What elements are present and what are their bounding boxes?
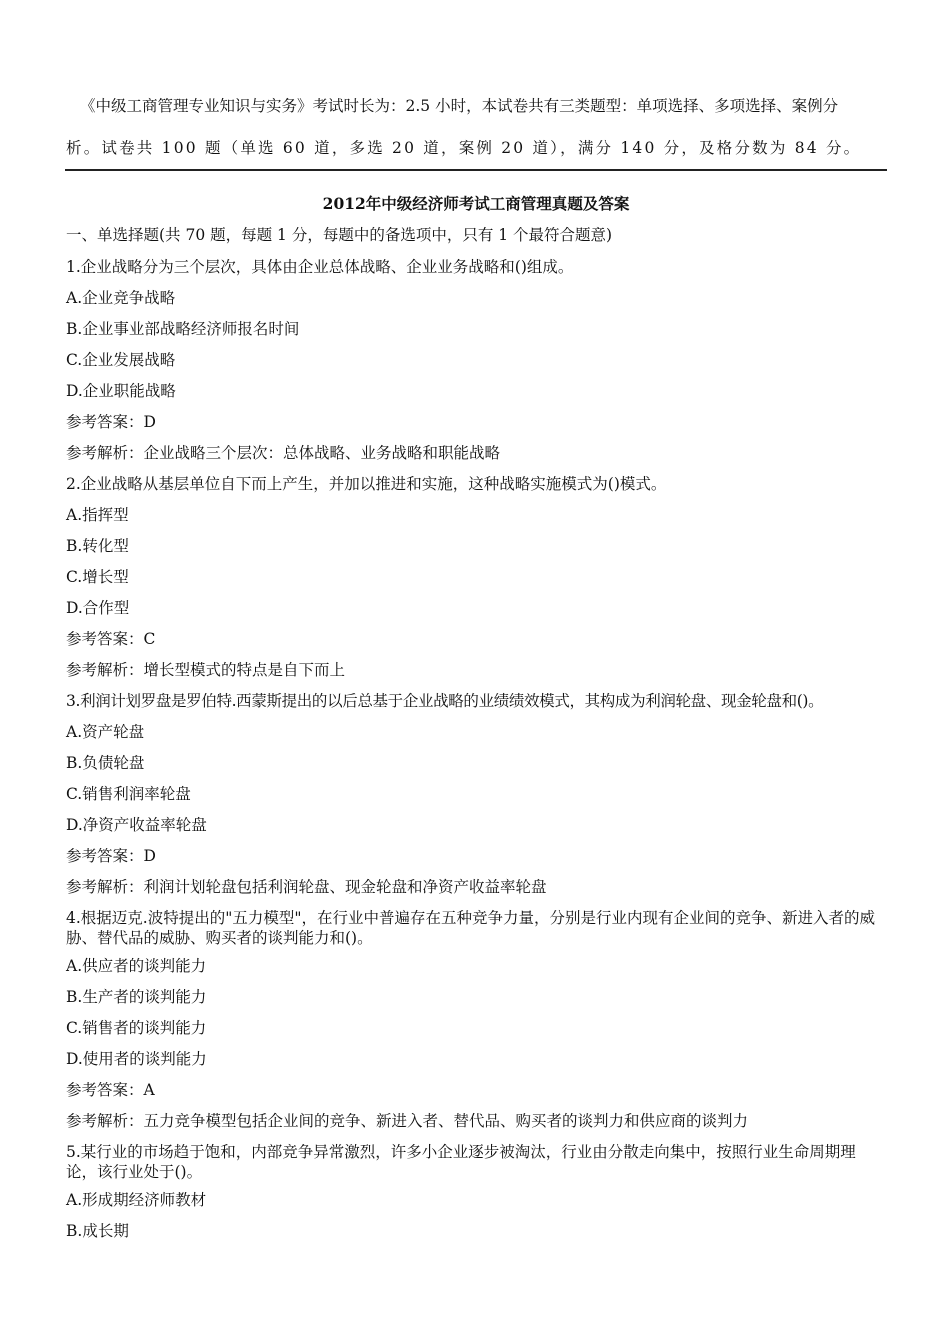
question-analysis: 参考解析：增长型模式的特点是自下而上 — [66, 661, 346, 679]
question-option: D.使用者的谈判能力 — [66, 1050, 207, 1068]
question-analysis: 参考解析：企业战略三个层次：总体战略、业务战略和职能战略 — [66, 444, 501, 462]
question-analysis: 参考解析：利润计划轮盘包括利润轮盘、现金轮盘和净资产收益率轮盘 — [66, 878, 547, 896]
question-option: C.企业发展战略 — [66, 351, 176, 369]
question-answer: 参考答案：D — [66, 847, 156, 865]
question-option: A.指挥型 — [66, 506, 129, 524]
question-option: C.增长型 — [66, 568, 129, 586]
question-stem: 2.企业战略从基层单位自下而上产生，并加以推进和实施，这种战略实施模式为()模式。 — [66, 475, 667, 493]
question-option: D.净资产收益率轮盘 — [66, 816, 207, 834]
question-stem: 1.企业战略分为三个层次，具体由企业总体战略、企业业务战略和()组成。 — [66, 258, 574, 276]
question-option: A.企业竞争战略 — [66, 289, 176, 307]
horizontal-divider — [65, 169, 887, 171]
question-option: D.合作型 — [66, 599, 130, 617]
question-option: C.销售者的谈判能力 — [66, 1019, 207, 1037]
section-heading: 一、单选择题(共 70 题，每题 1 分，每题中的备选项中，只有 1 个最符合题意) — [66, 226, 613, 244]
question-option: A.资产轮盘 — [66, 723, 145, 741]
question-option: C.销售利润率轮盘 — [66, 785, 191, 803]
question-stem: 5.某行业的市场趋于饱和，内部竞争异常激烈，许多小企业逐步被淘汰，行业由分散走向集中，按照行业生命周期理论，该行业处于()。 — [66, 1143, 856, 1181]
intro-line-1: 《中级工商管理专业知识与实务》考试时长为：2.5 小时，本试卷共有三类题型：单项选择、多项选择、案例分 — [80, 97, 839, 115]
question-answer: 参考答案：C — [66, 630, 156, 648]
question-list — [66, 257, 886, 1252]
question-option: B.转化型 — [66, 537, 129, 555]
question-stem: 3.利润计划罗盘是罗伯特.西蒙斯提出的以后总基于企业战略的业绩绩效模式，其构成为利润轮盘、现金轮盘和()。 — [66, 692, 824, 710]
question-analysis: 参考解析：五力竞争模型包括企业间的竞争、新进入者、替代品、购买者的谈判力和供应商的谈判力 — [66, 1112, 749, 1130]
question-answer: 参考答案：D — [66, 413, 156, 431]
question-option: B.企业事业部战略经济师报名时间 — [66, 320, 300, 338]
intro-line-2: 析。试卷共 100 题（单选 60 道，多选 20 道，案例 20 道），满分 140 分，及格分数为 84 分。 — [66, 139, 862, 157]
question-option: A.供应者的谈判能力 — [66, 957, 207, 975]
question-option: A.形成期经济师教材 — [66, 1191, 207, 1209]
question-answer: 参考答案：A — [66, 1081, 155, 1099]
question-option: B.负债轮盘 — [66, 754, 145, 772]
document-title: 2012年中级经济师考试工商管理真题及答案 — [322, 194, 630, 213]
question-option: D.企业职能战略 — [66, 382, 176, 400]
question-option: B.成长期 — [66, 1222, 129, 1240]
question-option: B.生产者的谈判能力 — [66, 988, 207, 1006]
question-stem: 4.根据迈克.波特提出的"五力模型"，在行业中普遍存在五种竞争力量，分别是行业内现有企业间的竞争、新进入者的威胁、替代品的威胁、购买者的谈判能力和()。 — [66, 909, 875, 947]
